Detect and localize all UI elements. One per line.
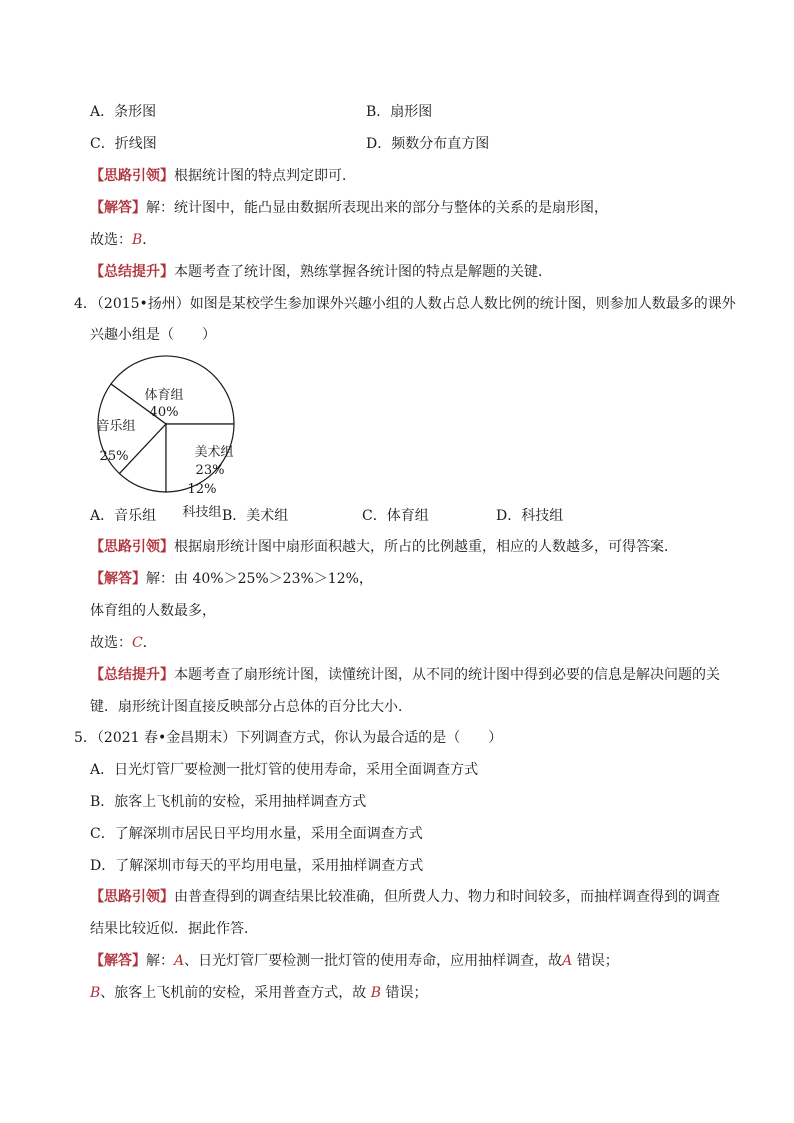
answer-suffix: ． [142,635,157,651]
q5-hint [90,887,720,907]
pie-value-3: 12% [187,482,217,497]
q4-answer [90,633,157,653]
q5-option-a: A．日光灯管厂要检测一批灯管的使用寿命，采用全面调查方式 [90,762,479,778]
solution-a-label: A [174,953,185,969]
pie-label-1: 体育组 [144,388,184,403]
solution-a-text: 、日光灯管厂要检测一批灯管的使用寿命，应用抽样调查，故 [184,953,563,969]
summary-tag: 【总结提升】 [90,667,174,683]
solution-b-text: 、旅客上飞机前的安检，采用普查方式，故 [100,985,371,1001]
pie-value-1: 40% [149,405,179,420]
q4-hint [90,537,678,557]
q3-summary [90,262,552,282]
q5-hint-line2: 结果比较近似．据此作答． [90,921,258,937]
summary-text: 本题考查了扇形统计图，读懂统计图，从不同的统计图中得到必要的信息是解决问题的关 [174,667,720,683]
q5-option-c: C．了解深圳市居民日平均用水量，采用全面调查方式 [90,826,423,842]
q3-option-b: B．扇形图 [366,104,433,120]
q5-solution-b [90,983,428,1003]
solution-tag: 【解答】 [90,953,146,969]
q3-solution [90,198,608,218]
q4-stem-line1: 4．（2015•扬州）如图是某校学生参加课外兴趣小组的人数占总人数比例的统计图，则参加人数最多的课外 [74,296,736,312]
q3-option-a: A．条形图 [90,104,157,120]
solution-tag: 【解答】 [90,571,146,587]
answer-prefix: 故选： [90,635,132,651]
q4-summary-line2: 键．扇形统计图直接反映部分占总体的百分比大小． [90,699,412,715]
pie-value-4: 25% [99,449,129,464]
hint-tag: 【思路引领】 [90,889,174,905]
hint-text: 根据统计图的特点判定即可． [174,168,356,184]
q5-solution [90,951,619,971]
answer-value: B [132,232,143,248]
hint-tag: 【思路引领】 [90,539,174,555]
q4-summary [90,665,720,685]
q3-answer [90,230,156,250]
solution-a-end: 错误； [572,953,619,969]
summary-text: 本题考查了统计图，熟练掌握各统计图的特点是解题的关键． [174,264,552,280]
q5-stem: 5．（2021 春•金昌期末）下列调查方式，你认为最合适的是（ ） [74,730,503,746]
q4-option-b: B．美术组 [222,508,289,524]
q4-option-c: C．体育组 [362,508,429,524]
answer-prefix: 故选： [90,232,132,248]
pie-label-4: 音乐组 [96,419,136,434]
q3-option-d: D．频数分布直方图 [366,136,490,152]
solution-b-end: 错误； [381,985,428,1001]
summary-tag: 【总结提升】 [90,264,174,280]
q3-hint [90,166,356,186]
solution-b-ref: B [370,985,382,1001]
solution-tag: 【解答】 [90,200,146,216]
solution-b-label: B [90,985,101,1001]
hint-text: 根据扇形统计图中扇形面积越大，所占的比例越重，相应的人数越多，可得答案． [174,539,678,555]
pie-value-2: 23% [195,463,225,478]
q5-option-d: D．了解深圳市每天的平均用电量，采用抽样调查方式 [90,858,424,874]
pie-label-3: 科技组 [182,505,222,520]
q4-option-d: D．科技组 [496,508,564,524]
q5-option-b: B．旅客上飞机前的安检，采用抽样调查方式 [90,794,367,810]
pie-label-2: 美术组 [194,445,234,460]
answer-value: C [132,635,143,651]
hint-text: 由普查得到的调查结果比较准确，但所费人力、物力和时间较多，而抽样调查得到的调查 [174,889,720,905]
q4-solution [90,569,373,589]
q4-option-a: A．音乐组 [90,508,157,524]
hint-tag: 【思路引领】 [90,168,174,184]
q4-stem-line2: 兴趣小组是（ ） [90,327,216,343]
solution-text: 解：由 40%＞25%＞23%＞12%， [146,571,373,587]
q4-solution-line2: 体育组的人数最多， [90,603,216,619]
solution-a-ref: A [562,953,573,969]
solution-text: 解：统计图中，能凸显由数据所表现出来的部分与整体的关系的是扇形图， [146,200,608,216]
solution-text: 解： [146,953,174,969]
answer-suffix: ． [142,232,157,248]
q3-option-c: C．折线图 [90,136,157,152]
